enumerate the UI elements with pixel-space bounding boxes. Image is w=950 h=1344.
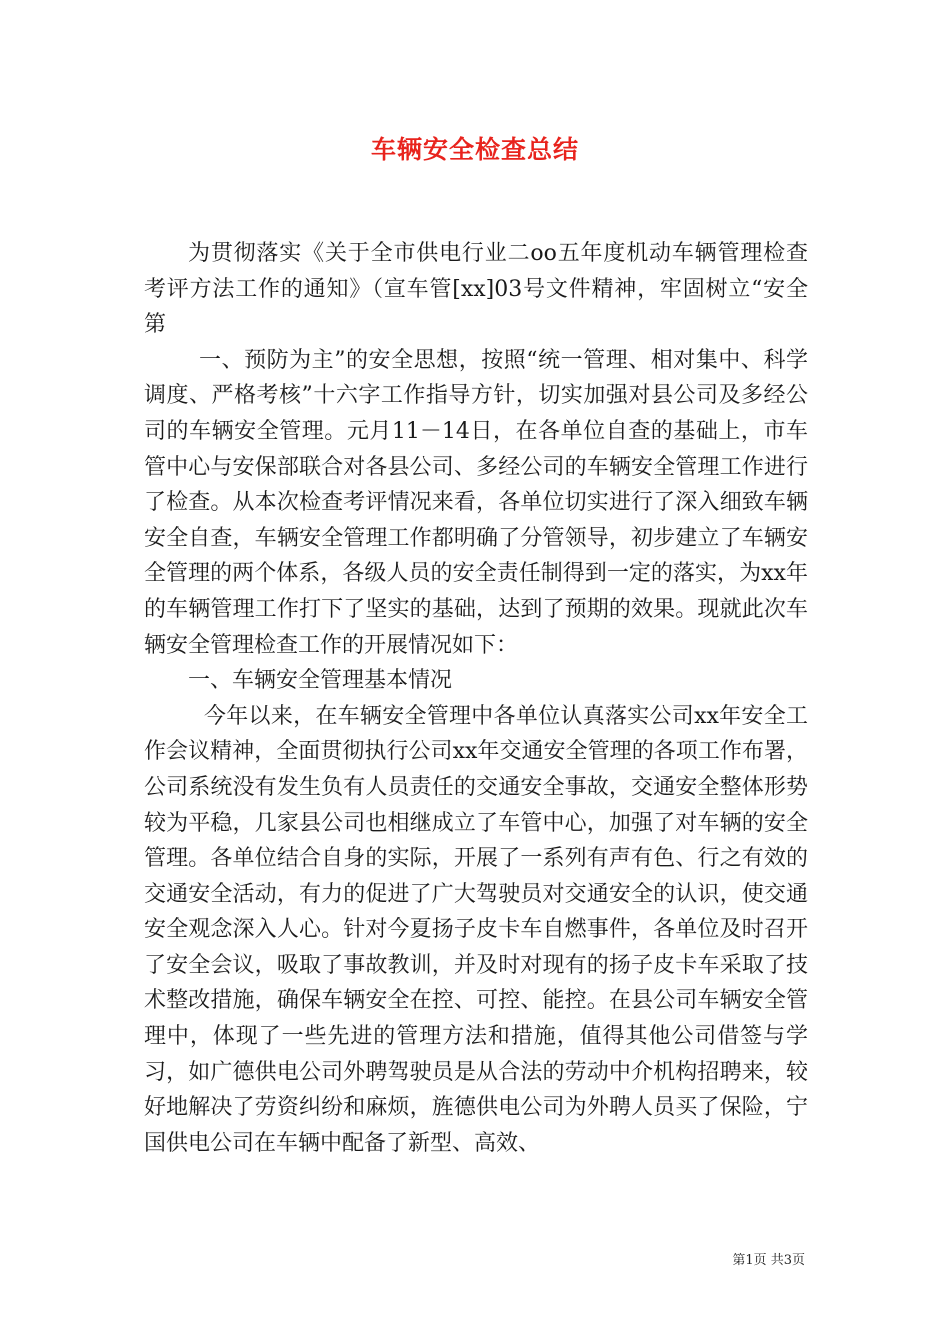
document-body [144, 236, 808, 1161]
paragraph-overview: 一、预防为主”的安全思想，按照“统一管理、相对集中、科学调度、严格考核”十六字工作指导方针，切实加强对县公司及多经公司的车辆安全管理。元月11－14日，在各单位自查的基础上，市车管中心与安保部联合对各县公司、多经公司的车辆安全管理工作进行了检查。从本次检查考评情况来看，各单位切实进行了深入细致车辆安全自查，车辆安全管理工作都明确了分管领导，初步建立了车辆安全管理的两个体系，各级人员的安全责任制得到一定的落实，为xx年的车辆管理工作打下了坚实的基础，达到了预期的效果。现就此次车辆安全管理检查工作的开展情况如下： [144, 347, 808, 658]
section-heading-1: 一、车辆安全管理基本情况 [188, 668, 453, 694]
document-title: 车辆安全检查总结 [370, 135, 579, 164]
paragraph-intro: 为贯彻落实《关于全市供电行业二oo五年度机动车辆管理检查考评方法工作的通知》（宣车管[xx]03号文件精神，牢固树立“安全第 [144, 241, 808, 338]
paragraph-section-1: 今年以来，在车辆安全管理中各单位认真落实公司xx年安全工作会议精神，全面贯彻执行公司xx年交通安全管理的各项工作布署，公司系统没有发生负有人员责任的交通安全事故，交通安全整体形势较为平稳，几家县公司也相继成立了车管中心，加强了对车辆的安全管理。各单位结合自身的实际，开展了一系列有声有色、行之有效的交通安全活动，有力的促进了广大驾驶员对交通安全的认识，使交通安全观念深入人心。针对今夏扬子皮卡车自燃事件，各单位及时召开了安全会议，吸取了事故教训，并及时对现有的扬子皮卡车采取了技术整改措施，确保车辆安全在控、可控、能控。在县公司车辆安全管理中，体现了一些先进的管理方法和措施，值得其他公司借签与学习，如广德供电公司外聘驾驶员是从合法的劳动中介机构招聘来，较好地解决了劳资纠纷和麻烦，旌德供电公司为外聘人员买了保险，宁国供电公司在车辆中配备了新型、高效、 [144, 703, 808, 1156]
page-number: 第1页 共3页 [732, 1253, 805, 1268]
